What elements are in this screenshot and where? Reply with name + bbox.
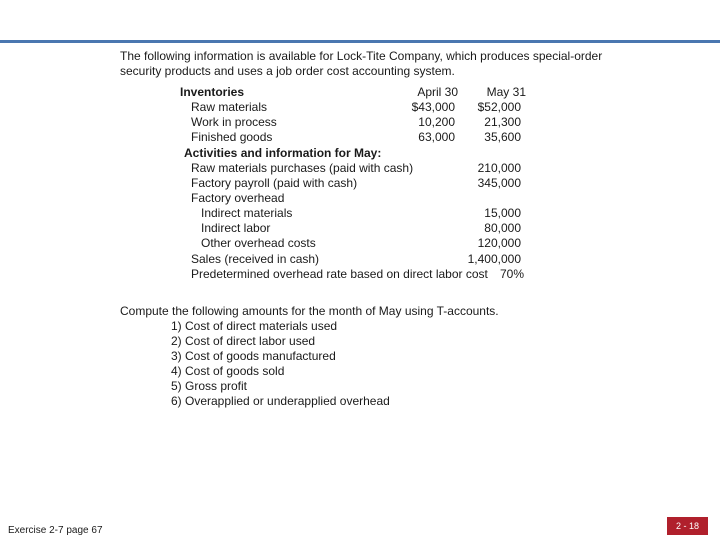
- compute-intro: Compute the following amounts for the month of May using T-accounts.: [120, 304, 499, 318]
- intro-line-1: The following information is available for Lock-Tite Company, which produces special-order: [120, 49, 603, 63]
- raw-purchases-label: Raw materials purchases (paid with cash): [191, 161, 414, 175]
- inv-row-april: 63,000: [418, 130, 455, 144]
- compute-item: 2) Cost of direct labor used: [171, 334, 316, 348]
- exercise-reference: Exercise 2-7 page 67: [8, 525, 103, 536]
- col-header-april-30: April 30: [417, 85, 458, 99]
- overhead-item-value: 15,000: [484, 206, 521, 220]
- overhead-item-value: 80,000: [484, 221, 521, 235]
- overhead-rate-value: 70%: [500, 267, 525, 281]
- inv-row-april: $43,000: [411, 100, 455, 114]
- overhead-item-value: 120,000: [477, 236, 521, 250]
- compute-item: 6) Overapplied or underapplied overhead: [171, 394, 390, 408]
- payroll-label: Factory payroll (paid with cash): [191, 176, 358, 190]
- sales-value: 1,400,000: [467, 252, 521, 266]
- factory-overhead-label: Factory overhead: [191, 191, 285, 205]
- overhead-rate-label: Predetermined overhead rate based on direct labor cost: [191, 267, 488, 281]
- inv-row-label: Finished goods: [191, 130, 273, 144]
- sales-label: Sales (received in cash): [191, 252, 320, 266]
- compute-item: 5) Gross profit: [171, 379, 248, 393]
- overhead-item-label: Indirect labor: [201, 221, 271, 235]
- inv-row-label: Raw materials: [191, 100, 268, 114]
- col-header-may-31: May 31: [486, 85, 526, 99]
- overhead-item-label: Indirect materials: [201, 206, 293, 220]
- inv-row-may: 21,300: [484, 115, 521, 129]
- page-number-badge: 2 - 18: [667, 517, 708, 535]
- compute-item: 3) Cost of goods manufactured: [171, 349, 336, 363]
- inv-row-label: Work in process: [191, 115, 277, 129]
- payroll-value: 345,000: [477, 176, 521, 190]
- inv-row-april: 10,200: [418, 115, 455, 129]
- raw-purchases-value: 210,000: [477, 161, 521, 175]
- overhead-item-label: Other overhead costs: [201, 236, 316, 250]
- compute-item: 4) Cost of goods sold: [171, 364, 285, 378]
- compute-item: 1) Cost of direct materials used: [171, 319, 338, 333]
- top-accent-bar: [0, 40, 720, 43]
- activities-heading: Activities and information for May:: [184, 146, 382, 160]
- inv-row-may: $52,000: [477, 100, 521, 114]
- inv-row-may: 35,600: [484, 130, 521, 144]
- intro-line-2: security products and uses a job order cost accounting system.: [120, 64, 455, 78]
- inventories-heading: Inventories: [180, 85, 245, 99]
